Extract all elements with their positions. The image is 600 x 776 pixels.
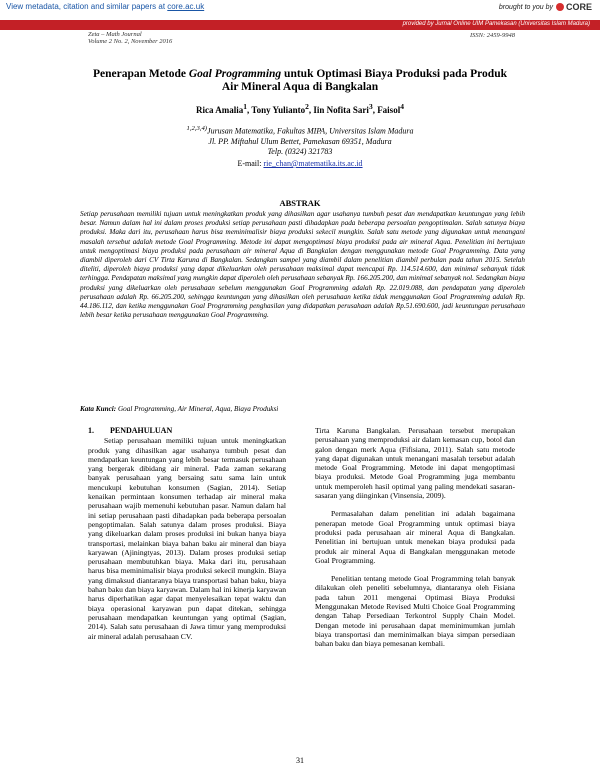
core-logo[interactable]: CORE — [556, 2, 592, 12]
core-logo-icon — [556, 3, 564, 11]
journal-issn: ISSN: 2459-9948 — [470, 32, 515, 39]
email-line: E-mail: rie_chan@matematika.its.ac.id — [237, 159, 363, 168]
author-list: Rica Amalia$^1$, Tony Yulianto$^2$, Iin Nofita Sari$^3$, Faisol$^4$ — [196, 102, 404, 115]
page-number: 31 — [296, 756, 304, 765]
column-right — [315, 426, 515, 649]
author: Rica Amalia$^1$ — [196, 102, 248, 115]
author: Iin Nofita Sari$^3$ — [313, 102, 373, 115]
provider-text[interactable]: provided by Jurnal Online UIM Pamekasan (Universitas Islam Madura) — [402, 21, 590, 27]
affiliation: $^{1,2,3,4)}$Jurusan Matematika, Fakultas MIPA, Universitas Islam Madura Jl. PP. Miftahul Ulum Bettet, Pamekasan 69351, Madura Telp. (0324) 321783 — [186, 125, 414, 156]
journal-name: Zeta – Math Journal — [88, 31, 142, 38]
section-heading: 1. PENDAHULUAN — [88, 426, 173, 435]
author: Tony Yulianto$^2$ — [251, 102, 309, 115]
journal-header — [88, 31, 172, 45]
paper-title: Penerapan Metode Goal Programming untuk Optimasi Biaya Produksi pada Produk Air Mineral Aqua di Bangkalan — [93, 68, 507, 93]
paragraph: Permasalahan dalam penelitian ini adalah bagaimana penerapan metode Goal Programming untuk optimasi biaya produksi pada perusahaan air mineral Aqua di Bangkalan. Penelitian ini bertujuan untuk menekan biaya produksi pada produk air mineral Aqua di Bangkalan menggunakan metode Goal Programming. — [315, 509, 515, 565]
abstract-heading: ABSTRAK — [279, 198, 321, 208]
abstract-body: Setiap perusahaan memiliki tujuan untuk meningkatkan produk yang dihasilkan agar usahanya tumbuh pesat dan mendapatkan keuntungan yang lebih besar. Namun dalam hal ini dalam proses produksi setiap perusahaan pasti dihadapkan pada beberapa persoalan pengoptimalan. Salah satunya biaya produksi. Maka dari itu, perusahaan harus bisa meminimalisir biaya produksi sekecil mungkin. Salah satu metode yang digunakan untuk menangani masalah tersebut adalah metode Goal Programming. Metode ini dapat mengoptimasi biaya produksi pada air mineral Aqua. Penelitian ini bertujuan untuk mengoptimasi biaya produksi pada perusahaan air mineral Aqua di Bangkalan dengan menggunakan metode Goal Programming. Data yang diambil diperoleh dari CV Tirta Karuna di Bangkalan. Sedangkan sampel yang diambil dalam penelitian diambil perbulan pada tahun 2015. Setelah diteliti, diperoleh biaya produksi yang dapat dikeluarkan oleh perusahaan maksimal dapat mencapai Rp. 114.514.600, dan minimal sebanyak tidak terhingga. Pendapatan maksimal yang mungkin dapat diperoleh oleh perusahaan sebanyak Rp. 166.205.200, dan minimal sebanyak nol. Sedangkan biaya produksi yang dikeluarkan oleh perusahaan sebelum menggunakan Goal Programming adalah Rp. 22.019.088, dan pendapatan yang diperoleh perusahaan adalah Rp. 66.205.200, sehingga keuntungan yang dihasilkan oleh perusahaan ketika tidak menggunakan Goal Programming adalah Rp. 44.186.112, dan ketika menggunakan Goal Programming penghasilan yang didapatkan perusahaan adalah Rp.51.690.600, jadi keuntungan perusahaan lebih besar ketika perusahaan menggunakan Goal Programming. — [80, 210, 525, 320]
core-banner — [0, 0, 600, 20]
core-brand[interactable]: brought to you by CORE — [498, 2, 592, 12]
core-metadata-link[interactable]: View metadata, citation and similar papers at core.ac.uk — [6, 2, 205, 11]
paragraph: Penelitian tentang metode Goal Programming telah banyak dilakukan oleh peneliti sebelumnya, diantaranya oleh Fisiana pada tahun 2011 mengenai Optimasi Biaya Produksi Menggunakan Metode Revised Multi Choice Goal Programming dengan Tahap Persediaan Terkontrol Supply Chain Model. Dengan metode ini perusahaan dapat meminimumkan jumlah biaya transportasi dan meminimalkan biaya simpan persediaan bahan baku dan biaya pemesanan kembali. — [315, 574, 515, 649]
core-url-link[interactable]: core.ac.uk — [167, 2, 205, 11]
journal-volume: Volume 2 No. 2, November 2016 — [88, 38, 173, 45]
paragraph: Tirta Karuna Bangkalan. Perusahaan tersebut merupakan perusahaan yang memproduksi air dalam kemasan cup, botol dan galon dengan merk Aqua (Fifisiana, 2011). Salah satu metode yang dapat digunakan untuk menangani masalah tersebut adalah metode Goal Programming. Metode ini dapat mengoptimasi biaya produksi. Metode Goal Programming juga membantu untuk memperoleh hasil optimal yang paling mendekati sasaran-sasaran yang diinginkan (Vinsensia, 2009). — [315, 426, 515, 501]
provider-bar — [0, 20, 600, 30]
column-left — [88, 426, 286, 641]
email-link[interactable]: rie_chan@matematika.its.ac.id — [263, 159, 363, 168]
keywords: Kata Kunci: Goal Programming, Air Mineral, Aqua, Biaya Produksi — [80, 405, 279, 413]
author: Faisol$^4$ — [377, 102, 404, 115]
paragraph: Setiap perusahaan memiliki tujuan untuk meningkatkan produk yang dihasilkan agar usahanya tumbuh pesat dan mendapatkan keuntungan yang lebih besar termasuk perusahaan yang bergerak dibidang air mineral. Pada zaman sekarang banyak perusahaan yang bersaing satu sama lain untuk mencukupi kebutuhan konsumen (Sagian, 2014). Setiap kenaikan permintaan konsumen terhadap air mineral maka perusahaan wajib memenuhi kebutuhan pasar. Namun dalam hal ini setiap perusahaan pasti dihadapkan pada beberapa persoalan pengoptimalan. Salah satunya dalam proses produksi. Biaya yang dikeluarkan dalam proses produksi ini bukan hanya biaya transportasi, melainkan biaya bahan baku air mineral dan biaya karyawan (Ajiningtyas, 2013). Dalam proses produksi setiap perusahaan membutuhkan biaya. Maka dari itu, perusahaan harus bisa meminimalisir biaya produksi sekecil mungkin. Biaya yang dimaksud diantaranya biaya transportasi bahan baku, biaya bahan baku dan biaya karyawan. Dalam hal ini kinerja karyawan harus diperhatikan agar dapat menyelesaikan tepat waktu dan biaya operasional karyawan pun dapat ditekan, sehingga perusahaan mendapatkan keuntungan yang optimal (Sagian, 2014). Salah satu perusahaan di Jawa timur yang memproduksi air mineral adalah perusahaan CV. — [88, 436, 286, 641]
